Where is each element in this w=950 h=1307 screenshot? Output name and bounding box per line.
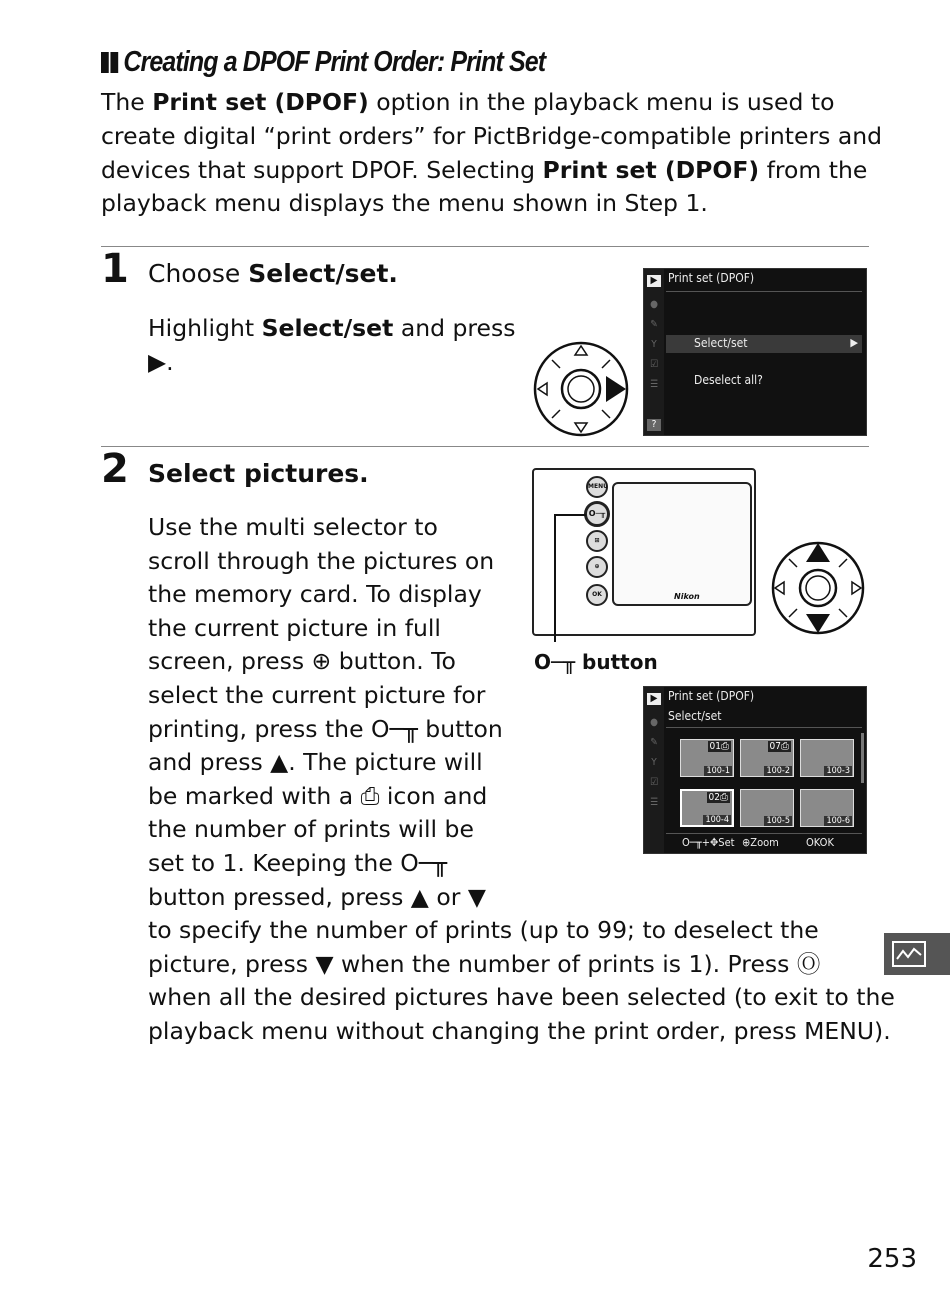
lcd-header: Print set (DPOF) bbox=[668, 271, 755, 285]
divider bbox=[101, 446, 869, 447]
select-pictures-screen bbox=[643, 686, 867, 854]
body-line: playback menu without changing the print order, press MENU). bbox=[148, 1016, 891, 1045]
body-line: scroll through the pictures on bbox=[148, 546, 495, 575]
setup-menu-icon: Y bbox=[651, 339, 657, 350]
custom-settings-icon: ✎ bbox=[650, 319, 658, 330]
multi-selector-right-icon bbox=[532, 340, 630, 438]
thumbnail-selected: 02⎙ 100-4 bbox=[680, 789, 734, 827]
print-tab-icon bbox=[884, 933, 950, 975]
custom-settings-icon: ✎ bbox=[650, 737, 658, 748]
body-line: the number of prints will be bbox=[148, 815, 474, 844]
arrow-right-icon: ▶ bbox=[850, 336, 858, 349]
thumbnail: 100-6 bbox=[800, 789, 854, 827]
ok-button: OK bbox=[586, 584, 608, 606]
title-marker-icon bbox=[110, 52, 118, 73]
body-line: the memory card. To display bbox=[148, 580, 482, 609]
protect-button: O─╥ bbox=[584, 501, 610, 527]
footer-ok: OKOK bbox=[806, 836, 834, 849]
print-set-menu-screen bbox=[643, 268, 867, 436]
body-line: printing, press the O─╥ button bbox=[148, 714, 503, 743]
body-line: when all the desired pictures have been selected (to exit to the bbox=[148, 983, 895, 1012]
brand-logo: Nikon bbox=[674, 592, 700, 601]
body-line: be marked with a ⎙ icon and bbox=[148, 781, 488, 810]
step-title: Select pictures. bbox=[148, 459, 369, 488]
body-line: button pressed, press ▲ or ▼ bbox=[148, 882, 486, 911]
thumbnail: 100-3 bbox=[800, 739, 854, 777]
zoom-button: ⊕ bbox=[586, 556, 608, 578]
step-body: Highlight Select/set and press ▶. bbox=[148, 314, 516, 376]
my-menu-icon: ☰ bbox=[649, 379, 659, 390]
thumbnail-button: ⊞ bbox=[586, 530, 608, 552]
title-marker-icon bbox=[101, 52, 109, 73]
footer-set: O─╥+✥Set bbox=[682, 836, 735, 849]
lcd-header: Print set (DPOF) bbox=[668, 689, 755, 703]
lcd-monitor bbox=[612, 482, 752, 606]
thumbnail: 100-5 bbox=[740, 789, 794, 827]
body-line: set to 1. Keeping the O─╥ bbox=[148, 848, 448, 877]
my-menu-icon: ☰ bbox=[649, 797, 659, 808]
playback-menu-icon: ▶ bbox=[647, 275, 661, 287]
step-number: 2 bbox=[101, 446, 129, 492]
multi-selector-up-down-icon bbox=[770, 540, 866, 636]
playback-menu-icon: ▶ bbox=[647, 693, 661, 705]
menu-item: Deselect all? bbox=[694, 373, 763, 387]
body-line: picture, press ▼ when the number of prints is 1). Press Ⓞ bbox=[148, 949, 821, 978]
retouch-menu-icon: ☑ bbox=[649, 359, 659, 370]
retouch-menu-icon: ☑ bbox=[649, 777, 659, 788]
help-icon: ? bbox=[647, 419, 661, 431]
setup-menu-icon: Y bbox=[651, 757, 657, 768]
step-number: 1 bbox=[101, 246, 129, 292]
body-line: the current picture in full bbox=[148, 613, 441, 642]
camera-back-illustration bbox=[532, 468, 756, 636]
shooting-menu-icon: ● bbox=[650, 299, 658, 310]
body-line: screen, press ⊕ button. To bbox=[148, 647, 456, 676]
thumbnail: 01⎙ 100-1 bbox=[680, 739, 734, 777]
body-line: to specify the number of prints (up to 99; to deselect the bbox=[148, 916, 819, 945]
body-line: and press ▲. The picture will bbox=[148, 748, 483, 777]
pictbridge-icon bbox=[894, 943, 924, 965]
callout-line bbox=[554, 514, 556, 642]
thumbnail: 07⎙ 100-2 bbox=[740, 739, 794, 777]
section-title: Creating a DPOF Print Order: Print Set bbox=[101, 46, 545, 79]
body-line: Use the multi selector to bbox=[148, 513, 438, 541]
lcd-subheader: Select/set bbox=[668, 709, 722, 723]
footer-zoom: ⊕Zoom bbox=[742, 836, 779, 849]
body-line: select the current picture for bbox=[148, 680, 486, 709]
menu-button: MENU bbox=[586, 476, 608, 498]
divider bbox=[101, 246, 869, 247]
page-number: 253 bbox=[867, 1244, 917, 1274]
intro-paragraph: The Print set (DPOF) option in the playback menu is used to create digital “print orders” for PictBridge-compatible printers and devices that support DPOF. Selecting Print set (DPOF) from the playback menu displays the menu shown in Step 1. bbox=[101, 88, 883, 218]
step-title: Choose Select/set. bbox=[148, 259, 398, 288]
menu-item-selected: Select/set ▶ bbox=[666, 335, 862, 353]
shooting-menu-icon: ● bbox=[650, 717, 658, 728]
scrollbar bbox=[861, 733, 864, 783]
button-caption: O─╥ button bbox=[534, 650, 658, 674]
